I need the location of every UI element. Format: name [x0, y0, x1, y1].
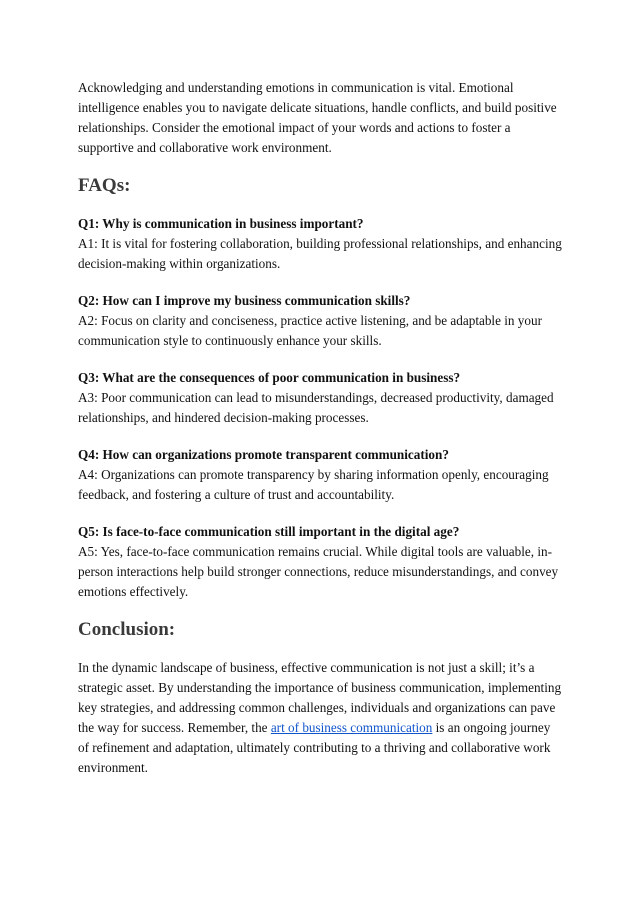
faq-answer: A3: Poor communication can lead to misunderstandings, decreased productivity, damaged relationships, and hindered decision-making processes.: [78, 390, 554, 425]
faq-question: Q5: Is face-to-face communication still important in the digital age?: [78, 524, 460, 539]
faq-question: Q2: How can I improve my business communication skills?: [78, 293, 411, 308]
conclusion-heading: Conclusion:: [78, 619, 176, 640]
art-of-business-communication-link[interactable]: art of business communication: [270, 720, 433, 735]
faq-answer: A5: Yes, face-to-face communication remains crucial. While digital tools are valuable, in-person interactions help build stronger connections, reduce misunderstandings, and convey emotions effectively.: [78, 544, 559, 599]
intro-paragraph: Acknowledging and understanding emotions in communication is vital. Emotional intelligence enables you to navigate delicate situations, handle conflicts, and build positive relationships. Consider the emotional impact of your words and actions to foster a supportive and collaborative work environment.: [78, 80, 557, 155]
faqs-heading: FAQs:: [78, 175, 131, 196]
faq-item-1: [78, 214, 562, 274]
conclusion-text-end: is an ongoing journey of refinement and adaptation, ultimately contributing to a thriving and collaborative work environment.: [78, 720, 551, 775]
faq-item-2: [78, 291, 562, 351]
faq-item-5: [78, 522, 562, 602]
conclusion-text-start: In the dynamic landscape of business, effective communication is not just a skill; it’s a strategic asset. By understanding the importance of business communication, implementing key strategies, and addressing common challenges, individuals and organizations can pave the way for success. Remember, the: [78, 660, 562, 735]
faq-question: Q3: What are the consequences of poor communication in business?: [78, 370, 461, 385]
faq-item-3: [78, 368, 562, 428]
faq-answer: A4: Organizations can promote transparency by sharing information openly, encouraging feedback, and fostering a culture of trust and accountability.: [78, 467, 549, 502]
faq-question: Q1: Why is communication in business important?: [78, 216, 364, 231]
faq-item-4: [78, 445, 562, 505]
faq-question: Q4: How can organizations promote transparent communication?: [78, 447, 449, 462]
conclusion-paragraph: [78, 658, 562, 778]
faq-answer: A1: It is vital for fostering collaboration, building professional relationships, and enhancing decision-making within organizations.: [78, 236, 562, 271]
faq-answer: A2: Focus on clarity and conciseness, practice active listening, and be adaptable in your communication style to continuously enhance your skills.: [78, 313, 542, 348]
